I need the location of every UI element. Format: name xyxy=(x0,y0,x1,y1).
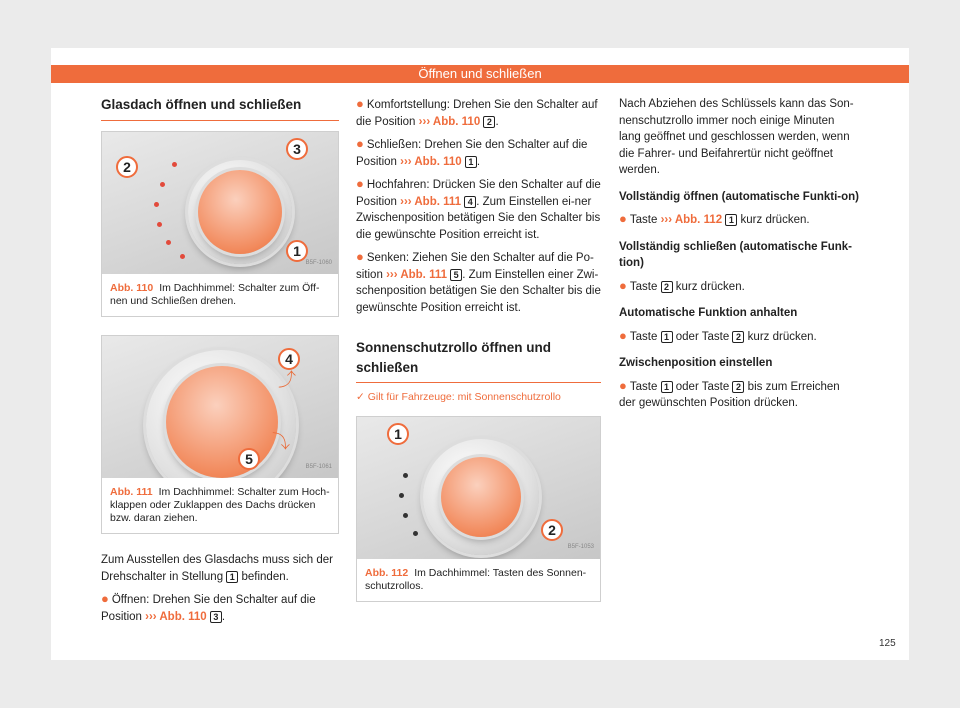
bullet-icon: ● xyxy=(356,249,364,264)
figure-reference-link[interactable]: ››› Abb. 112 xyxy=(660,214,723,226)
intro-paragraph xyxy=(101,552,339,585)
text: Zum Ausstellen des Glasdachs muss sich der Drehschalter in Stellung xyxy=(101,554,334,583)
position-number: 3 xyxy=(210,611,222,623)
caption-text: Im Dachhimmel: Tasten des Sonnen-schutzrollos. xyxy=(365,566,587,592)
sunblind-button-pad xyxy=(441,457,521,537)
figure-reference-link[interactable]: ››› Abb. 111 xyxy=(386,268,447,281)
column-3 xyxy=(619,96,859,418)
text: Öffnen: Drehen Sie den Schalter auf die Position xyxy=(101,594,316,623)
text: Taste xyxy=(629,380,658,393)
callout-2: 2 xyxy=(116,156,138,178)
subheading-intermediate: Zwischenposition einstellen xyxy=(619,357,773,369)
arrow-up-icon: ⤴ xyxy=(278,370,296,390)
callout-1: 1 xyxy=(387,423,409,445)
text: . Zum Einstellen einer Zwi-schenposition betätigen Sie den Schalter bis die gewünschte Position erreicht ist. xyxy=(356,268,601,314)
button-number: 2 xyxy=(732,381,744,393)
bullet-icon: ● xyxy=(619,277,627,293)
button-number: 1 xyxy=(661,381,673,393)
caption-text: Im Dachhimmel: Schalter zum Hoch-klappen oder Zuklappen des Dachs drücken bzw. daran ziehen. xyxy=(110,486,330,524)
position-number: 2 xyxy=(483,116,495,128)
figure-reference-link[interactable]: ››› Abb. 110 xyxy=(418,115,481,128)
callout-4: 4 xyxy=(278,348,300,370)
subheading-full-close: Vollständig schließen (automatische Funk-tion) xyxy=(619,240,853,269)
figure-112-image xyxy=(357,417,600,559)
bullet-icon: ● xyxy=(356,176,364,191)
figure-111-image xyxy=(102,336,338,478)
bullet-lower xyxy=(356,249,601,316)
check-icon: ✓ xyxy=(356,391,368,403)
text: kurz drücken. xyxy=(747,330,817,343)
text: oder Taste xyxy=(675,330,730,343)
callout-5: 5 xyxy=(238,448,260,470)
text: kurz drücken. xyxy=(740,214,810,226)
bullet-intermediate xyxy=(619,378,859,412)
button-number: 1 xyxy=(661,331,673,343)
text: . xyxy=(476,155,481,168)
figure-111 xyxy=(101,335,339,534)
text: Taste xyxy=(629,214,658,226)
bullet-icon: ● xyxy=(619,327,627,343)
figure-code: B5F-1061 xyxy=(305,463,332,470)
text: Hochfahren: Drücken Sie den Schalter auf die Position xyxy=(356,179,601,208)
text: Taste xyxy=(629,330,658,343)
subheading-stop-auto: Automatische Funktion anhalten xyxy=(619,307,798,319)
text: befinden. xyxy=(241,570,289,583)
text: . xyxy=(495,115,499,128)
figure-110 xyxy=(101,131,339,317)
rotary-switch-cap xyxy=(166,366,278,478)
figure-label: Abb. 110 xyxy=(110,282,154,294)
bullet-icon: ● xyxy=(101,591,109,606)
position-number: 1 xyxy=(226,571,238,583)
text: oder Taste xyxy=(675,380,730,393)
rotary-switch-cap xyxy=(198,170,282,254)
figure-111-caption xyxy=(102,478,338,533)
position-number: 1 xyxy=(465,156,477,168)
figure-reference-link[interactable]: ››› Abb. 110 xyxy=(400,155,462,168)
button-number: 2 xyxy=(732,331,744,343)
bullet-open xyxy=(101,591,339,625)
figure-label: Abb. 111 xyxy=(110,486,153,498)
applicability-note xyxy=(356,389,601,406)
arrow-down-icon: ⤵ xyxy=(272,432,290,452)
bullet-comfort xyxy=(356,96,601,130)
note-text: Gilt für Fahrzeuge: mit Sonnenschutzrollo xyxy=(367,391,561,403)
figure-reference-link[interactable]: ››› Abb. 111 xyxy=(400,195,462,208)
text: . xyxy=(221,610,226,623)
bullet-full-close xyxy=(619,278,859,296)
position-number: 5 xyxy=(450,269,462,281)
bullet-raise xyxy=(356,176,601,243)
position-number: 4 xyxy=(464,196,476,208)
page-number: 125 xyxy=(879,638,896,649)
bullet-full-open xyxy=(619,211,859,229)
bullet-icon: ● xyxy=(356,96,364,111)
text: Schließen: Drehen Sie den Schalter auf die Position xyxy=(356,139,588,168)
figure-reference-link[interactable]: ››› Abb. 110 xyxy=(145,610,207,623)
column-2 xyxy=(356,96,601,620)
text: Senken: Ziehen Sie den Schalter auf die Po-sition xyxy=(356,252,594,281)
figure-label: Abb. 112 xyxy=(365,566,409,579)
figure-110-caption xyxy=(102,274,338,316)
callout-2: 2 xyxy=(541,519,563,541)
text: . Zum Einstellen ei-ner Zwischenposition betätigen Sie den Schalter bis die gewünschte Position erreicht ist. xyxy=(356,195,601,241)
text: Taste xyxy=(629,280,658,293)
bullet-icon: ● xyxy=(619,211,627,226)
callout-3: 3 xyxy=(286,138,308,160)
bullet-icon: ● xyxy=(619,377,627,393)
figure-code: B5F-1060 xyxy=(305,259,332,266)
key-removal-paragraph: Nach Abziehen des Schlüssels kann das Son-nenschutzrollo immer noch einige Minuten lang geöffnet und geschlossen werden, wenn die Fahrer- und Beifahrertür nicht geöffnet werden. xyxy=(619,98,854,176)
text: bis zum Erreichen der gewünschten Position drücken. xyxy=(619,380,840,409)
text: kurz drücken. xyxy=(675,280,745,293)
caption-text: Im Dachhimmel: Schalter zum Öff-nen und Schließen drehen. xyxy=(110,282,320,307)
chapter-header: Öffnen und schließen xyxy=(51,65,909,83)
button-number: 1 xyxy=(725,214,737,226)
column-1 xyxy=(101,96,339,631)
callout-1: 1 xyxy=(286,240,308,262)
text: Komfortstellung: Drehen Sie den Schalter auf die Position xyxy=(356,99,598,128)
bullet-stop-auto xyxy=(619,328,859,346)
subheading-full-open: Vollständig öffnen (automatische Funkti-on) xyxy=(619,190,860,203)
figure-code: B5F-1053 xyxy=(567,544,594,550)
figure-112-caption xyxy=(357,559,600,601)
section-title-sonnenschutzrollo: Sonnenschutzrollo öffnen und schließen xyxy=(356,338,601,383)
button-number: 2 xyxy=(661,281,673,293)
figure-110-image xyxy=(102,132,338,274)
bullet-icon: ● xyxy=(356,136,364,151)
bullet-close xyxy=(356,136,601,170)
figure-112 xyxy=(356,416,601,602)
section-title-glasdach: Glasdach öffnen und schließen xyxy=(101,96,339,121)
